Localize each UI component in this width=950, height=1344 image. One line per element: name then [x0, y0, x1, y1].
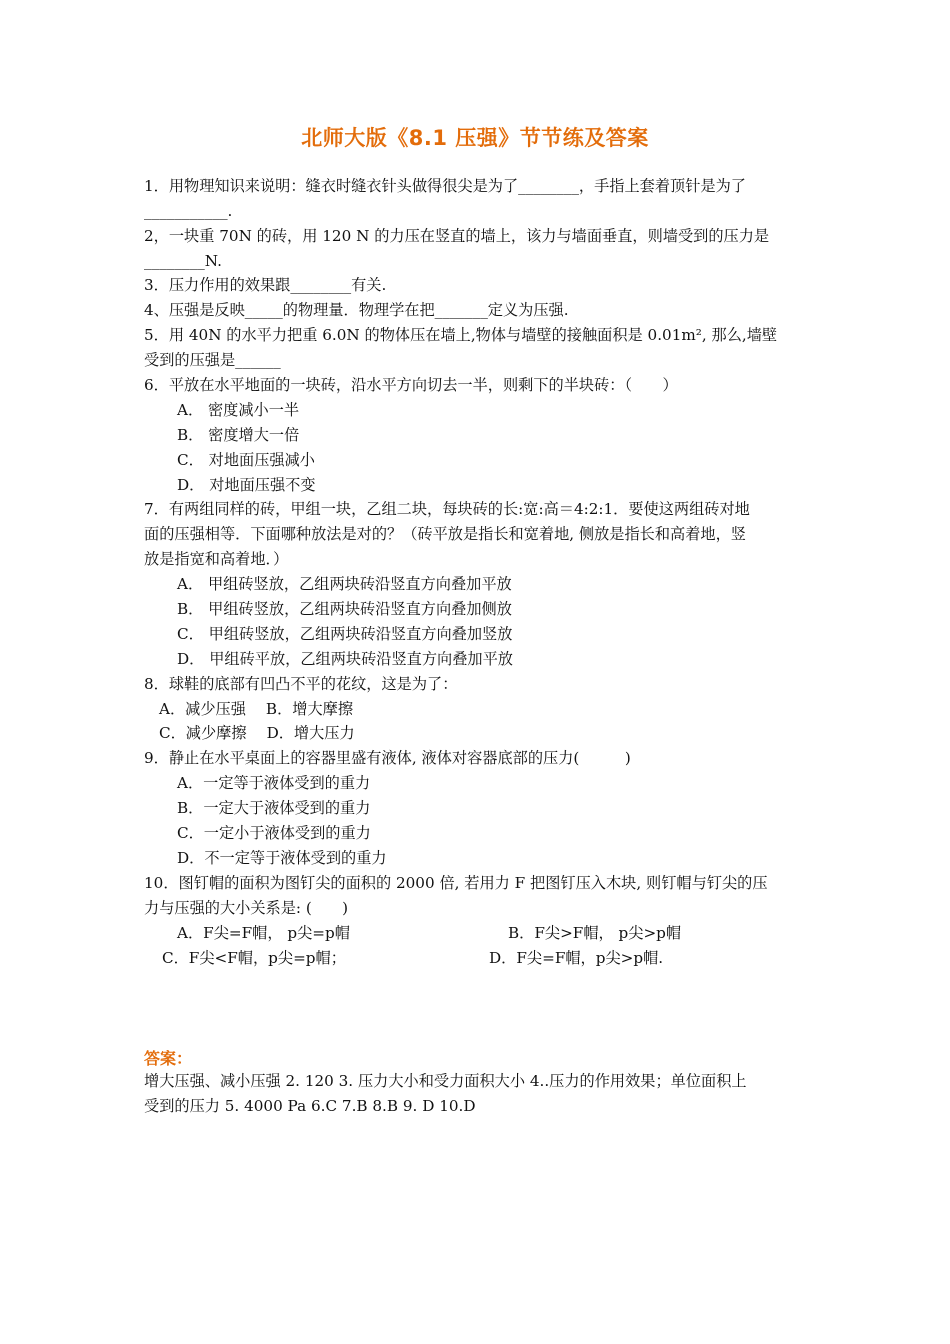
question-6-stem: 6．平放在水平地面的一块砖，沿水平方向切去一半，则剩下的半块砖：（ ） — [144, 376, 678, 394]
question-5-line-1: 5．用 40N 的水平力把重 6.0N 的物体压在墙上,物体与墙壁的接触面积是 0.01m², 那么,墙壁 — [144, 326, 778, 344]
question-1-line-1: 1．用物理知识来说明：缝衣时缝衣针头做得很尖是为了________，手指上套着顶针是为了 — [144, 177, 746, 195]
question-9-option-b: B．一定大于液体受到的重力 — [177, 799, 371, 817]
question-2-line-1: 2，一块重 70N 的砖，用 120 N 的力压在竖直的墙上，该力与墙面垂直，则墙受到的压力是 — [144, 227, 770, 245]
question-8-options-row-1: A．减少压强 B．增大摩擦 — [159, 700, 354, 718]
question-7-option-a: A． 甲组砖竖放，乙组两块砖沿竖直方向叠加平放 — [177, 575, 512, 593]
question-10-line-1: 10．图钉帽的面积为图钉尖的面积的 2000 倍, 若用力 F 把图钉压入木块, 则钉帽与钉尖的压 — [144, 874, 768, 892]
question-7-option-b: B． 甲组砖竖放，乙组两块砖沿竖直方向叠加侧放 — [177, 600, 512, 618]
question-6-option-a: A． 密度减小一半 — [177, 401, 300, 419]
question-6-option-d: D． 对地面压强不变 — [177, 476, 316, 494]
question-6-option-c: C． 对地面压强减小 — [177, 451, 315, 469]
question-5-line-2: 受到的压强是______ — [144, 351, 281, 369]
question-10-option-c: C．F尖<F帽，p尖=p帽； — [162, 949, 346, 967]
question-7-line-3: 放是指宽和高着地．） — [144, 550, 289, 568]
answers-line-1: 增大压强、减小压强 2. 120 3. 压力大小和受力面积大小 4..压力的作用效果；单位面积上 — [144, 1072, 747, 1090]
question-10-option-a: A．F尖=F帽， p尖=p帽 — [177, 924, 350, 942]
question-9-option-d: D．不一定等于液体受到的重力 — [177, 849, 387, 867]
question-9-option-c: C．一定小于液体受到的重力 — [177, 824, 371, 842]
question-6-option-b: B． 密度增大一倍 — [177, 426, 300, 444]
question-9-stem: 9．静止在水平桌面上的容器里盛有液体, 液体对容器底部的压力( ) — [144, 749, 631, 767]
question-10-option-b: B．F尖>F帽， p尖>p帽 — [508, 924, 682, 942]
answers-line-2: 受到的压力 5. 4000 Pa 6.C 7.B 8.B 9. D 10.D — [144, 1097, 476, 1115]
question-3: 3．压力作用的效果跟________有关. — [144, 276, 387, 294]
question-2-line-2: ________N. — [144, 252, 222, 270]
question-7-option-d: D． 甲组砖平放，乙组两块砖沿竖直方向叠加平放 — [177, 650, 513, 668]
question-8-stem: 8．球鞋的底部有凹凸不平的花纹，这是为了： — [144, 675, 458, 693]
question-7-line-2: 面的压强相等．下面哪种放法是对的？（砖平放是指长和宽着地, 侧放是指长和高着地，竖 — [144, 525, 746, 543]
question-9-option-a: A．一定等于液体受到的重力 — [177, 774, 371, 792]
document-title: 北师大版《8.1 压强》节节练及答案 — [301, 126, 649, 150]
question-4: 4、压强是反映_____的物理量．物理学在把_______定义为压强. — [144, 301, 569, 319]
question-10-option-d: D．F尖=F帽，p尖>p帽. — [489, 949, 664, 967]
question-7-option-c: C． 甲组砖竖放，乙组两块砖沿竖直方向叠加竖放 — [177, 625, 513, 643]
question-8-options-row-2: C．减少摩擦 D．增大压力 — [159, 724, 355, 742]
question-7-line-1: 7．有两组同样的砖，甲组一块，乙组二块，每块砖的长:宽:高＝4:2:1．要使这两组砖对地 — [144, 500, 750, 518]
question-10-line-2: 力与压强的大小关系是: ( ) — [144, 899, 349, 917]
answers-heading: 答案： — [144, 1049, 193, 1068]
question-1-line-2: ___________. — [144, 202, 233, 220]
